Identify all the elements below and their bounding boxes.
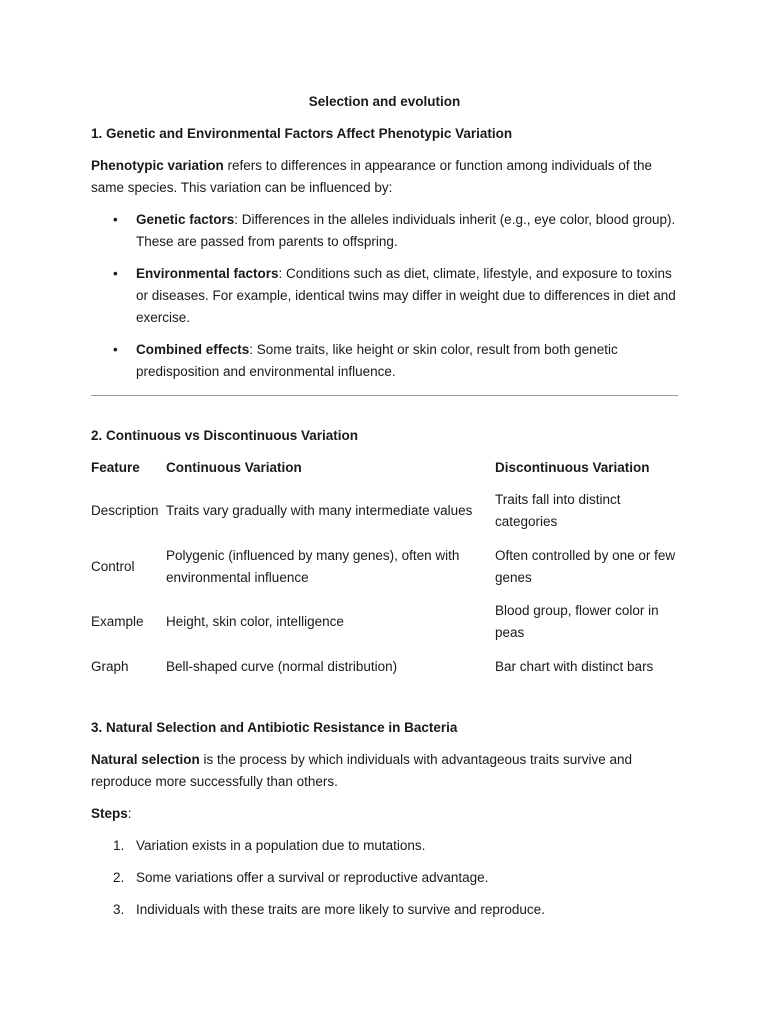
steps-label-term: Steps: [91, 806, 128, 821]
table-header-cell: Continuous Variation: [166, 460, 302, 475]
variation-table: [91, 455, 678, 683]
bullet-term: Combined effects: [136, 342, 250, 357]
list-item: [91, 339, 678, 383]
steps-label: [91, 803, 678, 825]
steps-label-colon: :: [127, 806, 132, 821]
table-cell: Often controlled by one or few genes: [495, 548, 676, 585]
section3-intro: [91, 749, 678, 793]
step-number: 1.: [113, 838, 125, 853]
step-text: Some variations offer a survival or reproductive advantage.: [136, 870, 489, 885]
steps-list: [91, 835, 678, 921]
table-cell: Description: [91, 503, 159, 518]
factors-list: [91, 209, 678, 383]
section1-heading: 1. Genetic and Environmental Factors Affect Phenotypic Variation: [91, 126, 513, 141]
table-cell: Bell-shaped curve (normal distribution): [166, 659, 398, 674]
section1-intro-text: refers to differences in appearance or function among individuals of the same species. This variation can be influenced by:: [91, 158, 653, 195]
section1-intro: [91, 155, 678, 199]
step-text: Variation exists in a population due to mutations.: [136, 838, 426, 853]
table-row: [91, 593, 678, 651]
bullet-icon: •: [113, 266, 118, 281]
table-row: [91, 481, 678, 541]
section2-heading: 2. Continuous vs Discontinuous Variation: [91, 428, 359, 443]
document-title: Selection and evolution: [308, 94, 461, 109]
bullet-text: : Conditions such as diet, climate, lifestyle, and exposure to toxins or diseases. For example, identical twins may differ in weight due to differences in diet and exercise.: [136, 266, 676, 325]
section3-intro-text: is the process by which individuals with advantageous traits survive and reproduce more successfully than others.: [91, 752, 633, 789]
section3-intro-term: Natural selection: [91, 752, 200, 767]
table-cell: Polygenic (influenced by many genes), often with environmental influence: [166, 548, 460, 585]
table-row: [91, 541, 678, 593]
table-cell: Example: [91, 614, 144, 629]
section-divider: [91, 395, 678, 396]
step-text: Individuals with these traits are more likely to survive and reproduce.: [136, 902, 545, 917]
list-item: [91, 209, 678, 253]
table-cell: Blood group, flower color in peas: [495, 603, 659, 640]
bullet-term: Environmental factors: [136, 266, 279, 281]
list-item: [91, 867, 678, 889]
bullet-text: : Some traits, like height or skin color, result from both genetic predisposition and environmental influence.: [136, 342, 618, 379]
table-cell: Graph: [91, 659, 129, 674]
table-cell: Control: [91, 559, 135, 574]
table-cell: Bar chart with distinct bars: [495, 659, 654, 674]
table-header-row: [91, 455, 678, 481]
table-cell: Traits fall into distinct categories: [495, 492, 621, 529]
section1-intro-term: Phenotypic variation: [91, 158, 224, 173]
document-body: [91, 91, 678, 921]
bullet-icon: •: [113, 342, 118, 357]
table-row: [91, 651, 678, 683]
section3-heading: 3. Natural Selection and Antibiotic Resistance in Bacteria: [91, 720, 458, 735]
list-item: [91, 835, 678, 857]
table-cell: Traits vary gradually with many intermediate values: [166, 503, 473, 518]
step-number: 3.: [113, 902, 125, 917]
table-header-cell: Discontinuous Variation: [495, 460, 650, 475]
bullet-text: : Differences in the alleles individuals inherit (e.g., eye color, blood group). These are passed from parents to offspring.: [136, 212, 676, 249]
list-item: [91, 899, 678, 921]
table-header-cell: Feature: [91, 460, 140, 475]
bullet-icon: •: [113, 212, 118, 227]
bullet-term: Genetic factors: [136, 212, 235, 227]
step-number: 2.: [113, 870, 125, 885]
table-cell: Height, skin color, intelligence: [166, 614, 344, 629]
list-item: [91, 263, 678, 329]
